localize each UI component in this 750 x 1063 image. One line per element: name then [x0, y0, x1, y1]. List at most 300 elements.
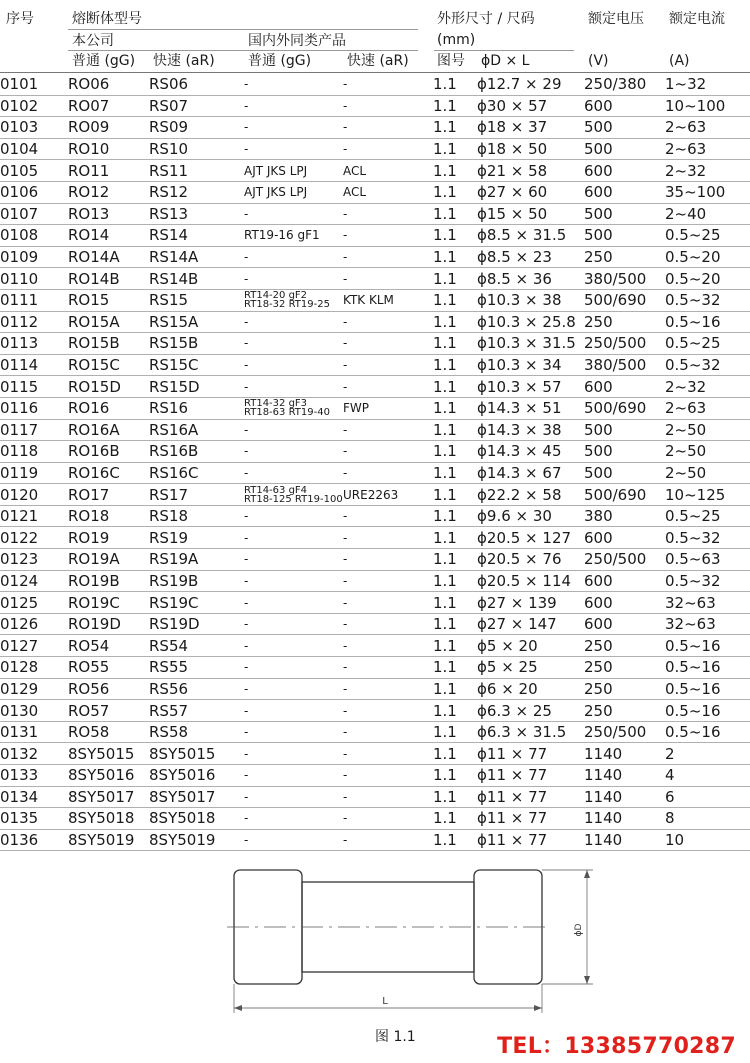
cell-figure-number: 1.1 [433, 570, 477, 592]
cell-domestic-fast-ar: - [343, 268, 433, 290]
cell-model-normal-gg: RO14A [68, 246, 149, 268]
table-row [0, 678, 750, 700]
cell-rated-current: 35~100 [665, 181, 750, 203]
header-a-unit: (A) [669, 53, 690, 69]
cell-domestic-normal-gg: - [244, 592, 343, 614]
cell-rated-current: 10 [665, 829, 750, 851]
cell-rated-current: 2~63 [665, 138, 750, 160]
cell-model-normal-gg: RO12 [68, 181, 149, 203]
cell-domestic-normal-gg: AJT JKS LPJ [244, 160, 343, 182]
cell-rated-current: 0.5~16 [665, 700, 750, 722]
fuse-outline-diagram [225, 858, 615, 1018]
cell-row-number: 0113 [0, 333, 68, 355]
cell-rated-current: 0.5~63 [665, 549, 750, 571]
cell-domestic-normal-gg [244, 289, 343, 311]
cell-domestic-fast-ar: - [343, 786, 433, 808]
cell-domestic-normal-gg: - [244, 246, 343, 268]
cell-domestic-normal-gg: - [244, 203, 343, 225]
cell-model-normal-gg: RO09 [68, 117, 149, 139]
cell-domestic-normal-gg [244, 484, 343, 506]
cell-rated-current: 10~125 [665, 484, 750, 506]
cell-row-number: 0136 [0, 829, 68, 851]
cell-model-fast-ar: RS06 [149, 74, 244, 95]
cell-rated-voltage: 600 [584, 592, 665, 614]
cell-figure-number: 1.1 [433, 397, 477, 419]
cell-model-normal-gg: RO58 [68, 721, 149, 743]
cell-dimension: ϕ9.6 × 30 [477, 505, 584, 527]
cell-model-fast-ar: RS15C [149, 354, 244, 376]
cell-domestic-normal-gg: - [244, 441, 343, 463]
cell-dimension: ϕ20.5 × 127 [477, 527, 584, 549]
cell-rated-current: 0.5~16 [665, 678, 750, 700]
cell-domestic-normal-gg: - [244, 808, 343, 830]
cell-rated-voltage: 250 [584, 311, 665, 333]
table-row [0, 700, 750, 722]
cell-domestic-fast-ar: - [343, 549, 433, 571]
cell-dimension: ϕ15 × 50 [477, 203, 584, 225]
domestic-gg-line-1: RT14-32 gF3 [244, 398, 308, 410]
table-row [0, 829, 750, 851]
table-row [0, 527, 750, 549]
domestic-gg-line-2: RT18-125 RT19-100 [244, 493, 343, 505]
cell-domestic-normal-gg: - [244, 505, 343, 527]
cell-domestic-normal-gg: - [244, 678, 343, 700]
cell-model-normal-gg: RO10 [68, 138, 149, 160]
cell-domestic-normal-gg: - [244, 376, 343, 398]
cell-rated-voltage: 600 [584, 527, 665, 549]
domestic-gg-line-2: RT18-32 RT19-25 [244, 299, 330, 311]
cell-figure-number: 1.1 [433, 333, 477, 355]
cell-domestic-normal-gg: - [244, 829, 343, 851]
cell-rated-voltage: 500/690 [584, 397, 665, 419]
cell-domestic-normal-gg: - [244, 462, 343, 484]
cell-domestic-fast-ar: ACL [343, 181, 433, 203]
table-row [0, 635, 750, 657]
cell-model-fast-ar: RS19 [149, 527, 244, 549]
cell-figure-number: 1.1 [433, 613, 477, 635]
cell-row-number: 0118 [0, 441, 68, 463]
table-row [0, 419, 750, 441]
cell-figure-number: 1.1 [433, 678, 477, 700]
cell-domestic-fast-ar: - [343, 441, 433, 463]
cell-model-fast-ar: RS16 [149, 397, 244, 419]
header-fast-ar: 快速 (aR) [153, 53, 215, 69]
cell-rated-voltage: 250/380 [584, 74, 665, 95]
cell-model-normal-gg: RO18 [68, 505, 149, 527]
cell-dimension: ϕ10.3 × 38 [477, 289, 584, 311]
fuse-table [0, 74, 750, 851]
cell-rated-voltage: 500 [584, 138, 665, 160]
header-our-company: 本公司 [72, 33, 114, 49]
cell-rated-current: 0.5~16 [665, 721, 750, 743]
cell-rated-voltage: 600 [584, 376, 665, 398]
cell-row-number: 0128 [0, 657, 68, 679]
cell-figure-number: 1.1 [433, 657, 477, 679]
cell-row-number: 0108 [0, 225, 68, 247]
cell-domestic-normal-gg: - [244, 138, 343, 160]
cell-model-fast-ar: RS17 [149, 484, 244, 506]
cell-model-fast-ar: RS07 [149, 95, 244, 117]
cell-model-normal-gg: 8SY5018 [68, 808, 149, 830]
cell-rated-voltage: 500 [584, 203, 665, 225]
cell-domestic-normal-gg: - [244, 354, 343, 376]
cell-model-normal-gg: RO19C [68, 592, 149, 614]
cell-domestic-fast-ar: - [343, 743, 433, 765]
cell-model-fast-ar: 8SY5015 [149, 743, 244, 765]
cell-model-fast-ar: 8SY5018 [149, 808, 244, 830]
cell-domestic-normal-gg: - [244, 419, 343, 441]
cell-model-fast-ar: RS19C [149, 592, 244, 614]
cell-rated-voltage: 600 [584, 95, 665, 117]
cell-model-normal-gg: RO14 [68, 225, 149, 247]
cell-rated-current: 0.5~16 [665, 311, 750, 333]
cell-figure-number: 1.1 [433, 354, 477, 376]
cell-rated-voltage: 500/690 [584, 289, 665, 311]
cell-rated-current: 0.5~20 [665, 246, 750, 268]
cell-domestic-fast-ar: - [343, 419, 433, 441]
l-arrow-right [534, 1005, 542, 1011]
cell-row-number: 0122 [0, 527, 68, 549]
cell-figure-number: 1.1 [433, 246, 477, 268]
table-row [0, 505, 750, 527]
cell-figure-number: 1.1 [433, 786, 477, 808]
cell-model-fast-ar: RS56 [149, 678, 244, 700]
cell-rated-current: 0.5~32 [665, 570, 750, 592]
cell-domestic-normal-gg: - [244, 333, 343, 355]
cell-model-fast-ar: RS10 [149, 138, 244, 160]
cell-rated-voltage: 500 [584, 441, 665, 463]
cell-model-fast-ar: RS57 [149, 700, 244, 722]
cell-figure-number: 1.1 [433, 225, 477, 247]
cell-dimension: ϕ11 × 77 [477, 829, 584, 851]
cell-rated-voltage: 250 [584, 657, 665, 679]
cell-domestic-fast-ar: KTK KLM [343, 289, 433, 311]
cell-model-fast-ar: RS15 [149, 289, 244, 311]
cell-domestic-normal-gg: - [244, 117, 343, 139]
cell-dimension: ϕ11 × 77 [477, 765, 584, 787]
cell-row-number: 0104 [0, 138, 68, 160]
d-arrow-top [584, 870, 590, 878]
table-row [0, 657, 750, 679]
cell-model-normal-gg: RO19B [68, 570, 149, 592]
cell-rated-voltage: 380 [584, 505, 665, 527]
table-row [0, 95, 750, 117]
cell-dimension: ϕ14.3 × 67 [477, 462, 584, 484]
cell-rated-current: 32~63 [665, 592, 750, 614]
cell-row-number: 0129 [0, 678, 68, 700]
table-row [0, 333, 750, 355]
cell-rated-current: 0.5~32 [665, 527, 750, 549]
cell-dimension: ϕ18 × 37 [477, 117, 584, 139]
cell-model-normal-gg: 8SY5016 [68, 765, 149, 787]
table-row [0, 138, 750, 160]
cell-model-fast-ar: RS12 [149, 181, 244, 203]
cell-dimension: ϕ14.3 × 45 [477, 441, 584, 463]
cell-rated-current: 2~32 [665, 160, 750, 182]
cell-dimension: ϕ11 × 77 [477, 743, 584, 765]
cell-model-fast-ar: RS14 [149, 225, 244, 247]
cell-dimension: ϕ14.3 × 38 [477, 419, 584, 441]
table-row [0, 376, 750, 398]
cell-row-number: 0121 [0, 505, 68, 527]
cell-figure-number: 1.1 [433, 376, 477, 398]
table-row [0, 786, 750, 808]
table-row [0, 268, 750, 290]
cell-figure-number: 1.1 [433, 441, 477, 463]
cell-rated-voltage: 600 [584, 160, 665, 182]
cell-dimension: ϕ10.3 × 31.5 [477, 333, 584, 355]
table-row [0, 181, 750, 203]
table-row [0, 246, 750, 268]
header-rated-voltage: 额定电压 [588, 11, 644, 27]
cell-row-number: 0114 [0, 354, 68, 376]
table-row [0, 462, 750, 484]
cell-domestic-fast-ar: - [343, 333, 433, 355]
cell-figure-number: 1.1 [433, 505, 477, 527]
cell-model-fast-ar: 8SY5017 [149, 786, 244, 808]
domestic-gg-line-1: RT14-63 gF4 [244, 484, 308, 496]
cell-dimension: ϕ10.3 × 25.8 [477, 311, 584, 333]
cell-model-fast-ar: RS16B [149, 441, 244, 463]
cell-row-number: 0109 [0, 246, 68, 268]
cell-figure-number: 1.1 [433, 181, 477, 203]
cell-domestic-normal-gg: - [244, 527, 343, 549]
cell-rated-current: 2~32 [665, 376, 750, 398]
cell-domestic-normal-gg: RT19-16 gF1 [244, 225, 343, 247]
header-rule-dim [434, 50, 574, 51]
cell-rated-current: 2~50 [665, 419, 750, 441]
cell-model-normal-gg: RO07 [68, 95, 149, 117]
cell-rated-current: 2~50 [665, 441, 750, 463]
cell-rated-current: 0.5~20 [665, 268, 750, 290]
cell-domestic-fast-ar: FWP [343, 397, 433, 419]
fuse-table-body [0, 74, 750, 851]
header-rule-top [68, 29, 418, 30]
cell-model-fast-ar: 8SY5016 [149, 765, 244, 787]
table-row [0, 592, 750, 614]
table-row [0, 484, 750, 506]
header-v-unit: (V) [588, 53, 609, 69]
cell-rated-voltage: 380/500 [584, 354, 665, 376]
header-d-x-l: ϕD × L [481, 53, 530, 69]
cell-rated-current: 0.5~25 [665, 505, 750, 527]
cell-dimension: ϕ11 × 77 [477, 808, 584, 830]
header-domestic-fast-ar: 快速 (aR) [347, 53, 409, 69]
cell-rated-voltage: 250 [584, 678, 665, 700]
cell-dimension: ϕ27 × 60 [477, 181, 584, 203]
cell-figure-number: 1.1 [433, 635, 477, 657]
table-row [0, 225, 750, 247]
cell-rated-current: 8 [665, 808, 750, 830]
header-rated-current: 额定电流 [669, 11, 725, 27]
cell-domestic-fast-ar: - [343, 138, 433, 160]
cell-model-normal-gg: RO13 [68, 203, 149, 225]
cell-dimension: ϕ21 × 58 [477, 160, 584, 182]
cell-model-normal-gg: 8SY5019 [68, 829, 149, 851]
header-mm: (mm) [437, 32, 476, 48]
cell-rated-voltage: 600 [584, 613, 665, 635]
cell-rated-voltage: 500 [584, 462, 665, 484]
cell-row-number: 0111 [0, 289, 68, 311]
cell-rated-current: 2~50 [665, 462, 750, 484]
cell-model-normal-gg: RO56 [68, 678, 149, 700]
cell-rated-voltage: 600 [584, 181, 665, 203]
cell-row-number: 0125 [0, 592, 68, 614]
cell-domestic-fast-ar: - [343, 765, 433, 787]
cell-model-normal-gg: RO15D [68, 376, 149, 398]
cell-model-normal-gg: RO16C [68, 462, 149, 484]
cell-model-normal-gg: RO19A [68, 549, 149, 571]
cell-figure-number: 1.1 [433, 549, 477, 571]
cell-model-normal-gg: RO15A [68, 311, 149, 333]
header-seq: 序号 [6, 11, 34, 27]
cell-domestic-normal-gg: - [244, 721, 343, 743]
cell-dimension: ϕ5 × 25 [477, 657, 584, 679]
cell-domestic-fast-ar: - [343, 376, 433, 398]
cell-rated-voltage: 500/690 [584, 484, 665, 506]
cell-row-number: 0130 [0, 700, 68, 722]
cell-model-fast-ar: RS15A [149, 311, 244, 333]
cell-row-number: 0110 [0, 268, 68, 290]
cell-model-fast-ar: RS14B [149, 268, 244, 290]
table-row [0, 570, 750, 592]
cell-rated-voltage: 250 [584, 700, 665, 722]
header-rule-mid [68, 50, 418, 51]
cell-domestic-normal-gg: - [244, 311, 343, 333]
cell-model-fast-ar: 8SY5019 [149, 829, 244, 851]
cell-domestic-fast-ar: - [343, 311, 433, 333]
cell-rated-voltage: 250 [584, 635, 665, 657]
table-row [0, 549, 750, 571]
cell-rated-current: 0.5~16 [665, 657, 750, 679]
cell-domestic-normal-gg: - [244, 765, 343, 787]
cell-dimension: ϕ10.3 × 57 [477, 376, 584, 398]
cell-model-fast-ar: RS15D [149, 376, 244, 398]
cell-model-fast-ar: RS15B [149, 333, 244, 355]
cell-row-number: 0132 [0, 743, 68, 765]
header-figure-no: 图号 [437, 53, 465, 69]
cell-model-normal-gg: RO55 [68, 657, 149, 679]
cell-domestic-normal-gg: - [244, 74, 343, 95]
cell-dimension: ϕ30 × 57 [477, 95, 584, 117]
cell-figure-number: 1.1 [433, 592, 477, 614]
cell-model-fast-ar: RS13 [149, 203, 244, 225]
cell-figure-number: 1.1 [433, 808, 477, 830]
cell-model-fast-ar: RS19A [149, 549, 244, 571]
cell-domestic-fast-ar: - [343, 505, 433, 527]
d-arrow-bottom [584, 976, 590, 984]
cell-model-normal-gg: RO57 [68, 700, 149, 722]
cell-rated-voltage: 1140 [584, 829, 665, 851]
cell-row-number: 0106 [0, 181, 68, 203]
cell-rated-current: 0.5~32 [665, 289, 750, 311]
cell-rated-current: 2~63 [665, 397, 750, 419]
cell-row-number: 0135 [0, 808, 68, 830]
cell-figure-number: 1.1 [433, 95, 477, 117]
cell-row-number: 0103 [0, 117, 68, 139]
cell-figure-number: 1.1 [433, 311, 477, 333]
cell-domestic-normal-gg: - [244, 613, 343, 635]
cell-figure-number: 1.1 [433, 203, 477, 225]
cell-dimension: ϕ8.5 × 36 [477, 268, 584, 290]
cell-figure-number: 1.1 [433, 527, 477, 549]
header-normal-gg: 普通 (gG) [72, 53, 136, 69]
l-arrow-left [234, 1005, 242, 1011]
cell-row-number: 0120 [0, 484, 68, 506]
cell-model-fast-ar: RS54 [149, 635, 244, 657]
cell-dimension: ϕ20.5 × 114 [477, 570, 584, 592]
cell-rated-current: 0.5~25 [665, 225, 750, 247]
table-row [0, 765, 750, 787]
cell-rated-current: 1~32 [665, 74, 750, 95]
cell-model-fast-ar: RS58 [149, 721, 244, 743]
cell-rated-voltage: 1140 [584, 786, 665, 808]
cell-domestic-normal-gg: - [244, 549, 343, 571]
cell-dimension: ϕ8.5 × 23 [477, 246, 584, 268]
header-domestic-foreign: 国内外同类产品 [248, 33, 346, 49]
cell-figure-number: 1.1 [433, 160, 477, 182]
cell-row-number: 0123 [0, 549, 68, 571]
cell-row-number: 0101 [0, 74, 68, 95]
cell-row-number: 0119 [0, 462, 68, 484]
cell-rated-voltage: 1140 [584, 808, 665, 830]
cell-model-normal-gg: RO11 [68, 160, 149, 182]
cell-domestic-normal-gg: - [244, 95, 343, 117]
cell-model-fast-ar: RS19B [149, 570, 244, 592]
cell-dimension: ϕ6.3 × 25 [477, 700, 584, 722]
cell-rated-voltage: 250 [584, 246, 665, 268]
domestic-gg-line-1: RT14-20 gF2 [244, 290, 308, 302]
cell-dimension: ϕ6 × 20 [477, 678, 584, 700]
table-row [0, 808, 750, 830]
cell-row-number: 0124 [0, 570, 68, 592]
cell-domestic-fast-ar: - [343, 613, 433, 635]
cell-rated-voltage: 250/500 [584, 721, 665, 743]
cell-figure-number: 1.1 [433, 765, 477, 787]
table-row [0, 441, 750, 463]
cell-model-fast-ar: RS55 [149, 657, 244, 679]
cell-domestic-fast-ar: - [343, 592, 433, 614]
cell-row-number: 0102 [0, 95, 68, 117]
table-row [0, 117, 750, 139]
cell-dimension: ϕ10.3 × 34 [477, 354, 584, 376]
cell-figure-number: 1.1 [433, 138, 477, 160]
cell-domestic-normal-gg [244, 397, 343, 419]
cell-dimension: ϕ27 × 147 [477, 613, 584, 635]
cell-domestic-fast-ar: - [343, 527, 433, 549]
cell-model-normal-gg: RO17 [68, 484, 149, 506]
cell-rated-current: 6 [665, 786, 750, 808]
cell-model-normal-gg: RO16A [68, 419, 149, 441]
cell-row-number: 0134 [0, 786, 68, 808]
cell-row-number: 0133 [0, 765, 68, 787]
cell-domestic-normal-gg: - [244, 657, 343, 679]
table-row [0, 354, 750, 376]
cell-model-fast-ar: RS14A [149, 246, 244, 268]
cell-model-normal-gg: 8SY5017 [68, 786, 149, 808]
cell-row-number: 0127 [0, 635, 68, 657]
cell-domestic-fast-ar: - [343, 74, 433, 95]
cell-rated-current: 4 [665, 765, 750, 787]
cell-dimension: ϕ18 × 50 [477, 138, 584, 160]
cell-figure-number: 1.1 [433, 721, 477, 743]
cell-rated-voltage: 250/500 [584, 333, 665, 355]
cell-figure-number: 1.1 [433, 743, 477, 765]
cell-domestic-fast-ar: - [343, 246, 433, 268]
cell-model-normal-gg: RO54 [68, 635, 149, 657]
table-row [0, 311, 750, 333]
table-row [0, 721, 750, 743]
